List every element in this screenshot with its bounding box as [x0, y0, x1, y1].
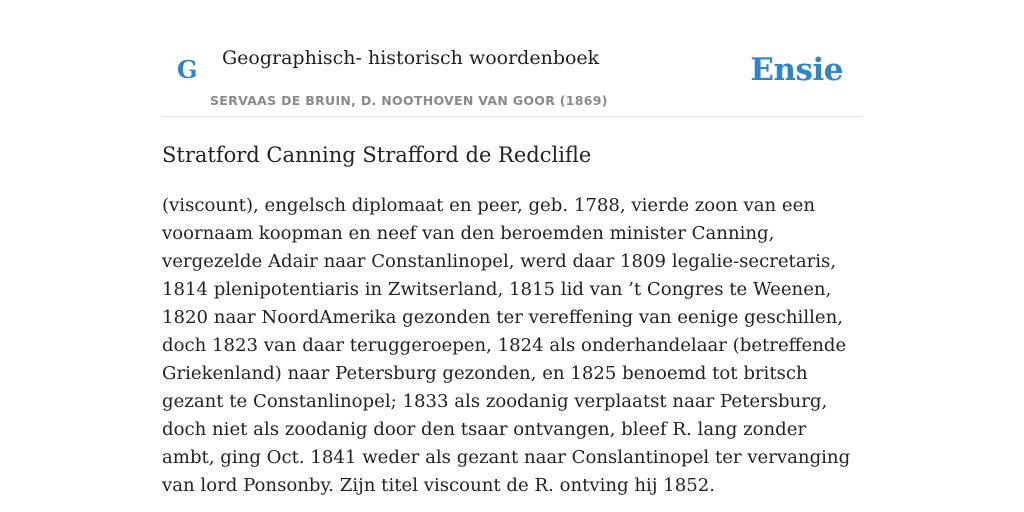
- entry-title: Stratford Canning Strafford de Redclifle: [162, 143, 592, 167]
- source-header: [162, 0, 862, 117]
- book-authors-year: SERVAAS DE BRUIN, D. NOOTHOVEN VAN GOOR (1869): [210, 93, 608, 108]
- category-letter: G: [177, 55, 198, 84]
- book-title-link[interactable]: Geographisch- historisch woordenboek: [222, 47, 600, 69]
- entry-body: (viscount), engelsch diplomaat en peer, geb. 1788, vierde zoon van een voornaam koopman en neef van den beroemden minister Canning, vergezelde Adair naar Constanlinopel, werd daar 1809 legalie-secretaris, 1814 plenipotentiaris in Zwitserland, 1815 lid van ’t Congres te Weenen, 1820 naar NoordAmerika gezonden ter vereffening van eenige geschillen, doch 1823 van daar teruggeroepen, 1824 als onderhandelaar (betreffende Griekenland) naar Petersburg gezonden, en 1825 benoemd tot britsch gezant te Constanlinopel; 1833 als zoodanig verplaatst naar Petersburg, doch niet als zoodanig door den tsaar ontvangen, bleef R. lang zonder ambt, ging Oct. 1841 weder als gezant naar Conslantinopel ter vervanging van lord Ponsonby. Zijn titel viscount de R. ontving hij 1852.: [162, 195, 851, 496]
- ensie-logo[interactable]: Ensie: [750, 52, 843, 88]
